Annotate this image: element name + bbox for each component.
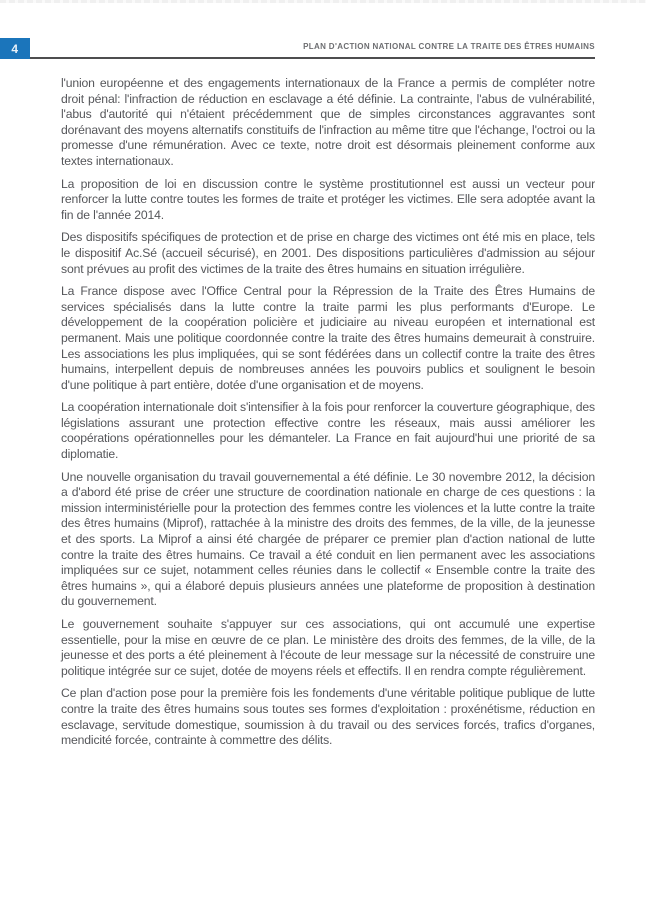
paragraph-6: Une nouvelle organisation du travail gouvernemental a été définie. Le 30 novembre 2012, la décision a d'abord été prise de créer une structure de coordination nationale en charge de ces questions : la mission interministérielle pour la protection des femmes contre les violences et la lutte contre la traite des êtres humains (Miprof), rattachée à la ministre des droits des femmes, de la ville, de la jeunesse et des sports. La Miprof a ainsi été chargée de préparer ce premier plan d'action national de lutte contre la traite des êtres humains. Ce travail a été conduit en lien permanent avec les associations impliquées sur ce sujet, notamment celles réunies dans le collectif « Ensemble contre la traite des êtres humains », qui a élaboré depuis plusieurs années une plateforme de proposition à destination du gouvernement. [61,469,595,609]
paragraph-8: Ce plan d'action pose pour la première fois les fondements d'une véritable politique publique de lutte contre la traite des êtres humains sous toutes ses formes d'exploitation : proxénétisme, réduction en esclavage, servitude domestique, soumission à du travail ou des services forcés, trafics d'organes, mendicité forcée, contrainte à commettre des délits. [61,686,595,748]
page-top-edge [0,0,646,3]
page-header [0,38,646,60]
paragraph-4: La France dispose avec l'Office Central pour la Répression de la Traite des Êtres Humains de services spécialisés dans la lutte contre la traite parmi les plus performants d'Europe. Le développement de la coopération policière et judiciaire au niveau européen et international est permanent. Mais une politique coordonnée contre la traite des êtres humains demeurait à construire. Les associations les plus impliquées, qui se sont fédérées dans un collectif contre la traite des êtres humains, interpellent depuis de nombreuses années les pouvoirs publics et soulignent le besoin d'une politique à part entière, dotée d'une organisation et de moyens. [61,284,595,392]
paragraph-2: La proposition de loi en discussion contre le système prostitutionnel est aussi un vecteur pour renforcer la lutte contre toutes les formes de traite et protéger les victimes. Elle sera adoptée avant la fin de l'année 2014. [61,176,595,222]
paragraph-1: l'union européenne et des engagements internationaux de la France a permis de compléter notre droit pénal: l'infraction de réduction en esclavage a été définie. La contrainte, l'abus de vulnérabilité, l'abus d'autorité qui n'étaient précédemment que de simples circonstances aggravantes sont dorénavant des moyens alternatifs constituifs de l'infraction au même titre que l'échange, l'octroi ou la promesse d'une rémunération. Avec ce texte, notre droit est désormais pleinement conforme aux textes internationaux. [61,76,595,168]
paragraph-5: La coopération internationale doit s'intensifier à la fois pour renforcer la couverture géographique, des législations assurant une protection effective contre les réseaux, mais aussi améliorer les coopérations opérationnelles pour les démanteler. La France en fait aujourd'hui une priorité de sa diplomatie. [61,400,595,462]
page-number-badge: 4 [0,38,30,59]
paragraph-7: Le gouvernement souhaite s'appuyer sur ces associations, qui ont accumulé une expertise essentielle, pour la mise en œuvre de ce plan. Le ministère des droits des femmes, de la ville, de la jeunesse et des ports a été pleinement à l'écoute de leur message sur la nécessité de construire une politique intégrée sur ce sujet, dotée de moyens réels et effectifs. Il en rendra compte régulièrement. [61,617,595,678]
header-title: PLAN D'ACTION NATIONAL CONTRE LA TRAITE DES ÊTRES HUMAINS [303,42,595,51]
paragraph-3: Des dispositifs spécifiques de protection et de prise en charge des victimes ont été mis en place, tels le dispositif Ac.Sé (accueil sécurisé), en 2001. Des dispositions particulières d'admission au séjour sont prévues au profit des victimes de la traite des êtres humains en situation irrégulière. [61,230,595,276]
header-rule [30,57,595,59]
document-body [61,76,595,756]
